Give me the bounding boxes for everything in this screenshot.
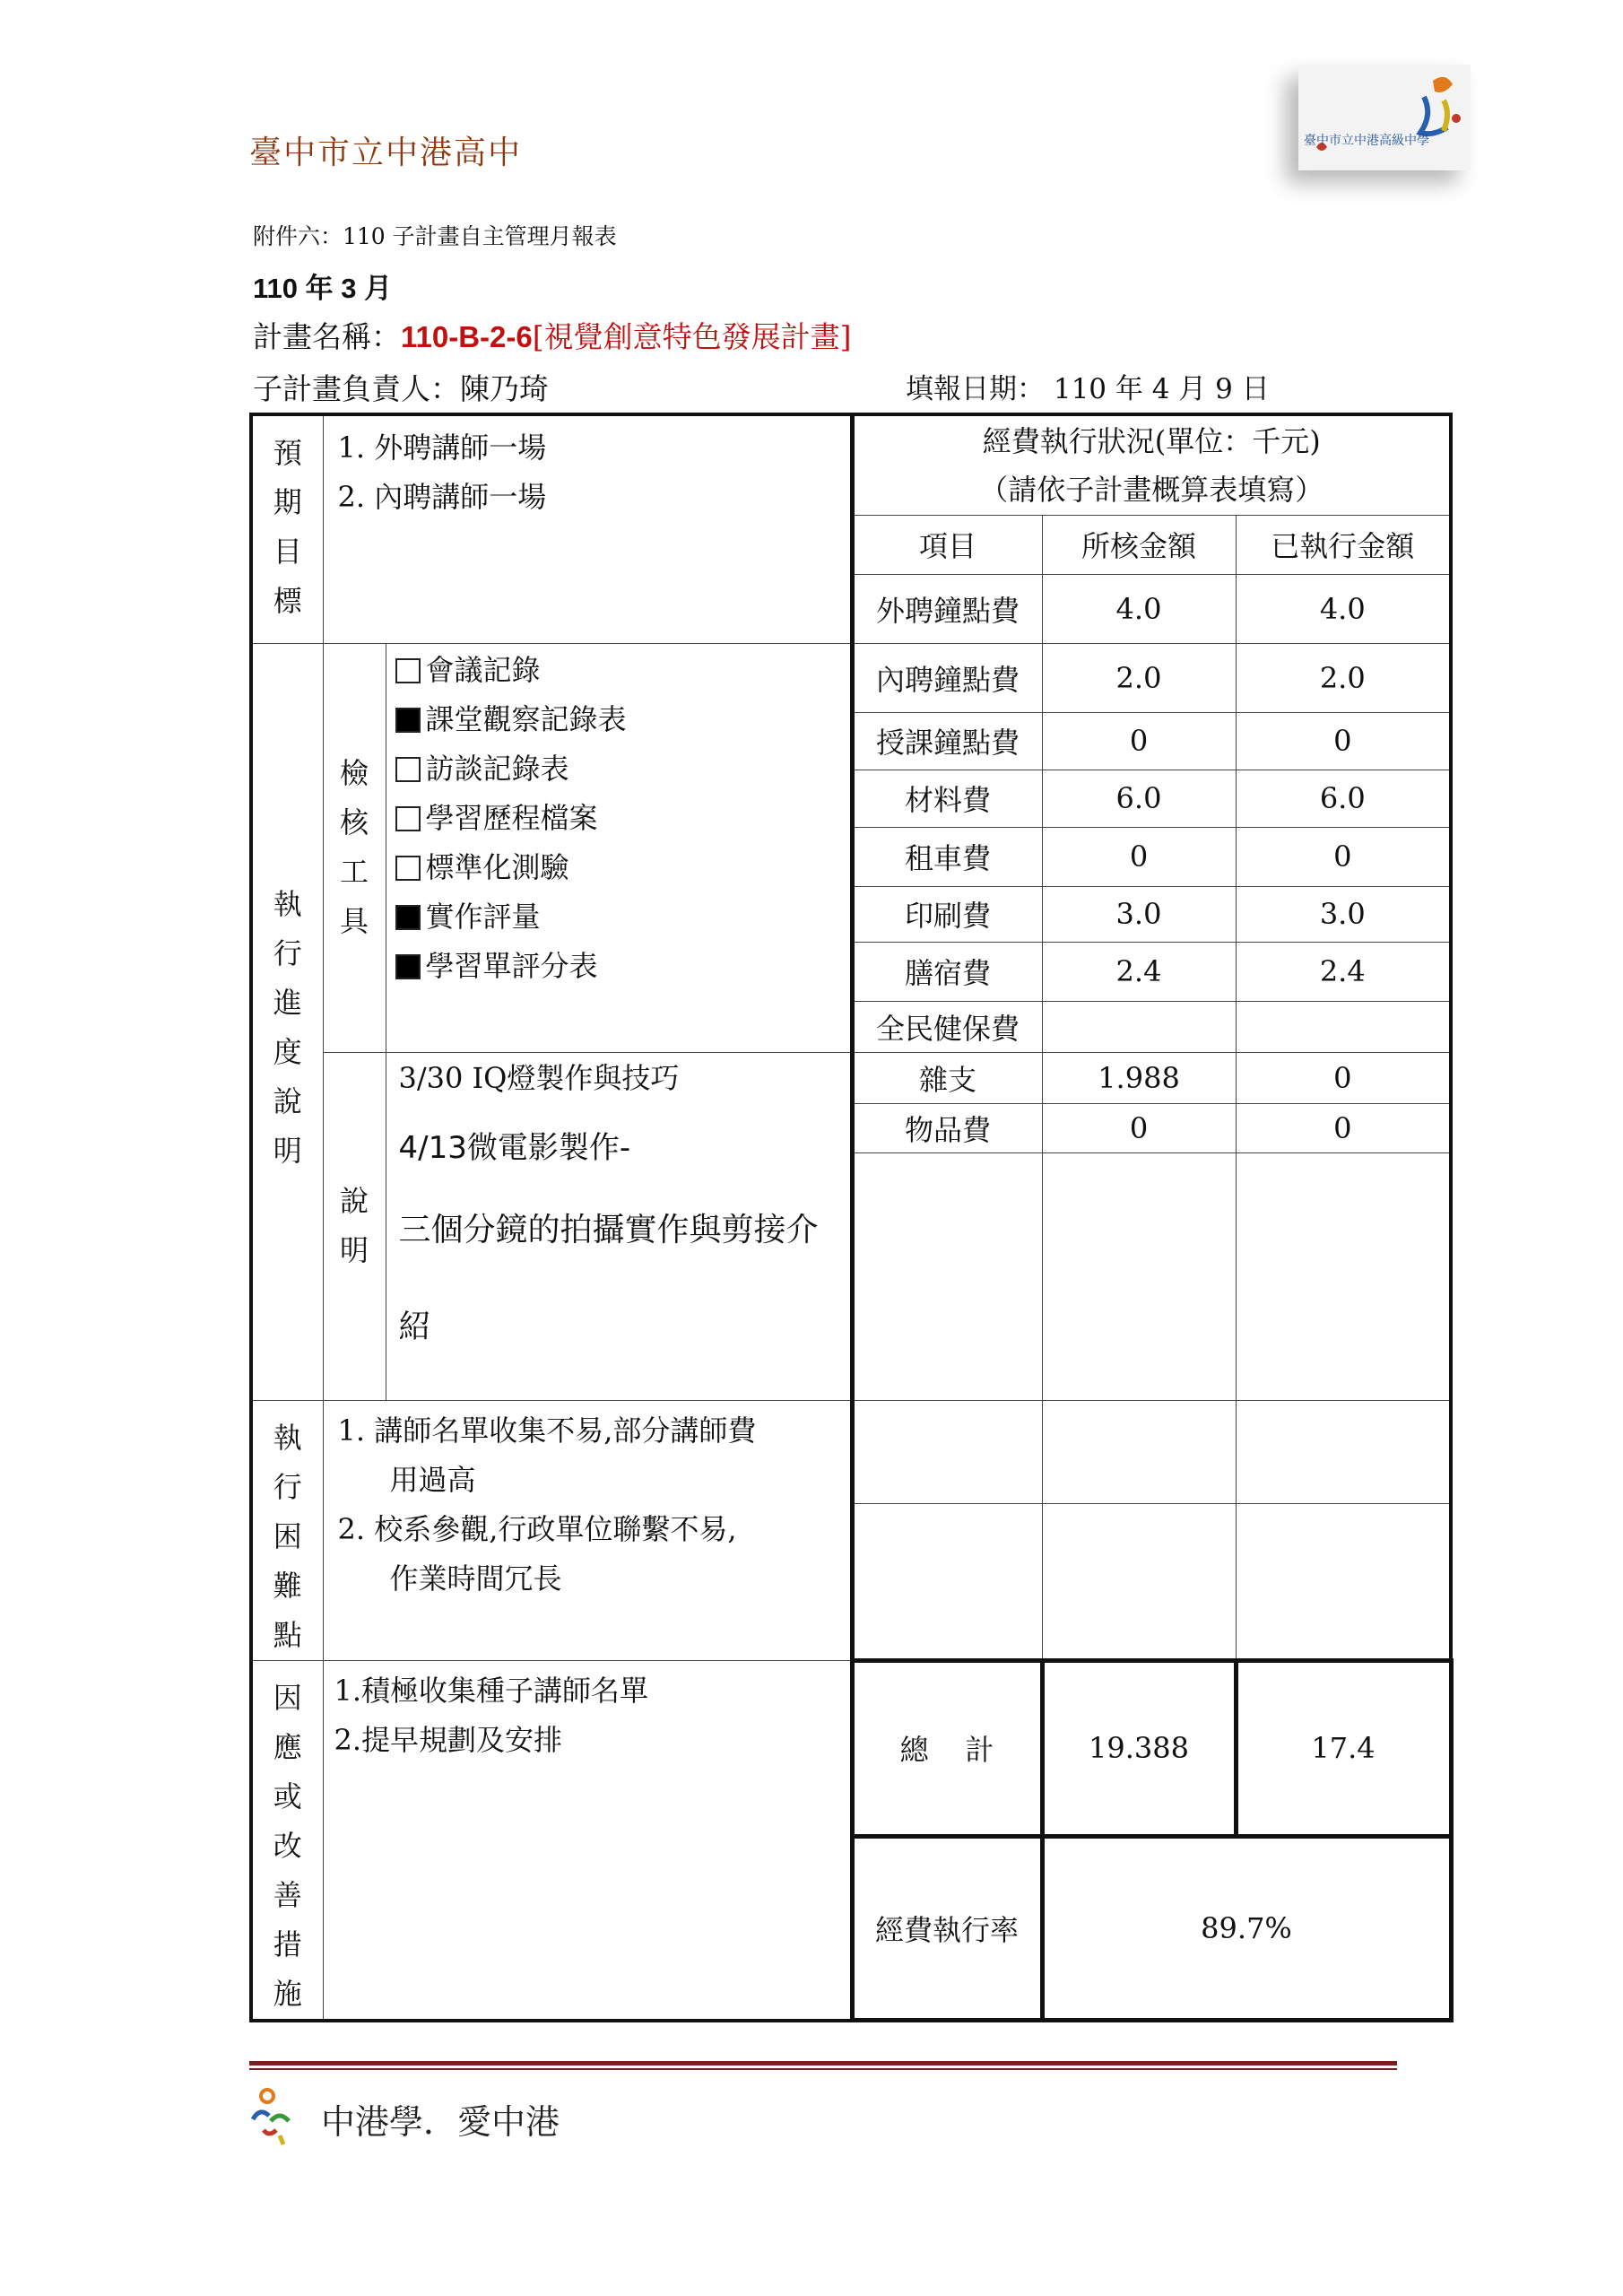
tool-item	[386, 695, 850, 744]
improve-heading-cell	[251, 1660, 323, 2021]
unchecked-box-icon[interactable]	[395, 757, 421, 782]
budget-executed: 4.0	[1236, 574, 1451, 643]
empty-cell	[1042, 1152, 1236, 1400]
desc-line: 3/30 IQ燈製作與技巧	[398, 1060, 680, 1095]
goals-list	[323, 414, 852, 643]
difficulty-heading-cell	[251, 1400, 323, 1660]
budget-approved	[1042, 1001, 1236, 1052]
logo-mark-icon	[1298, 65, 1471, 170]
project-owner: 子計畫負責人：陳乃琦	[253, 371, 549, 406]
budget-executed: 2.0	[1236, 643, 1451, 712]
budget-title-cell	[852, 414, 1451, 515]
tool-label: 標準化測驗	[425, 849, 569, 884]
goals-heading-cell	[251, 414, 323, 643]
rate-value: 89.7%	[1042, 1837, 1451, 2021]
desc-label: 說明	[340, 1184, 369, 1267]
budget-approved: 0	[1042, 1103, 1236, 1152]
budget-executed: 0	[1236, 1052, 1451, 1103]
budget-approved: 0	[1042, 712, 1236, 770]
desc-line: 4/13微電影製作-	[398, 1129, 631, 1166]
progress-description	[386, 1052, 852, 1400]
total-label: 總 計	[852, 1660, 1042, 1837]
difficulty-line: 2. 校系參觀,行政單位聯繫不易,	[337, 1511, 737, 1546]
budget-subtitle: （請依子計畫概算表填寫）	[979, 472, 1324, 507]
goal-item: 1. 外聘講師一場	[337, 430, 547, 465]
progress-heading-cell	[251, 643, 323, 1400]
report-table	[249, 413, 1454, 2022]
footer-divider	[249, 2068, 1397, 2070]
school-logo	[1298, 65, 1471, 170]
project-label: 計畫名稱：	[253, 319, 401, 354]
tool-label: 學習單評分表	[425, 948, 598, 983]
budget-executed: 2.4	[1236, 942, 1451, 1001]
budget-executed: 3.0	[1236, 886, 1451, 942]
budget-executed: 6.0	[1236, 770, 1451, 827]
total-approved: 19.388	[1042, 1660, 1236, 1837]
desc-label-cell	[323, 1052, 386, 1400]
budget-item: 全民健保費	[852, 1001, 1042, 1052]
tool-item	[386, 942, 850, 991]
budget-executed: 0	[1236, 1103, 1451, 1152]
budget-item: 膳宿費	[852, 942, 1042, 1001]
improve-item: 1.積極收集種子講師名單	[334, 1673, 649, 1708]
difficulty-heading: 執行困難點	[273, 1420, 302, 1652]
progress-heading: 執行進度說明	[273, 887, 302, 1168]
budget-item: 物品費	[852, 1103, 1042, 1152]
col-header-item: 項目	[852, 515, 1042, 574]
empty-cell	[1042, 1503, 1236, 1660]
difficulty-line: 作業時間冗長	[389, 1561, 562, 1596]
budget-item: 外聘鐘點費	[852, 574, 1042, 643]
budget-approved: 2.4	[1042, 942, 1236, 1001]
empty-cell	[1042, 1400, 1236, 1503]
rate-label: 經費執行率	[852, 1837, 1042, 2021]
col-header-executed: 已執行金額	[1236, 515, 1451, 574]
empty-cell	[852, 1400, 1042, 1503]
budget-title: 經費執行狀況(單位：千元)	[982, 423, 1321, 458]
improve-list	[323, 1660, 852, 2021]
unchecked-box-icon[interactable]	[395, 856, 421, 881]
project-title	[253, 314, 852, 356]
tool-item	[386, 794, 850, 843]
empty-cell	[852, 1503, 1042, 1660]
budget-approved: 6.0	[1042, 770, 1236, 827]
budget-executed: 0	[1236, 827, 1451, 886]
budget-item: 印刷費	[852, 886, 1042, 942]
budget-approved: 3.0	[1042, 886, 1236, 942]
tool-item	[386, 892, 850, 942]
improve-heading: 因應或改善措施	[273, 1680, 302, 2011]
checked-box-icon[interactable]	[395, 954, 421, 979]
tool-label: 會議記錄	[425, 652, 541, 687]
tool-label: 課堂觀察記錄表	[425, 701, 627, 736]
budget-approved: 4.0	[1042, 574, 1236, 643]
checked-box-icon[interactable]	[395, 905, 421, 930]
empty-cell	[852, 1152, 1042, 1400]
budget-item: 材料費	[852, 770, 1042, 827]
empty-cell	[1236, 1152, 1451, 1400]
budget-executed	[1236, 1001, 1451, 1052]
project-name: [視覺創意特色發展計畫]	[532, 319, 852, 354]
unchecked-box-icon[interactable]	[395, 658, 421, 683]
tools-label-cell	[323, 643, 386, 1052]
budget-item: 內聘鐘點費	[852, 643, 1042, 712]
budget-item: 租車費	[852, 827, 1042, 886]
difficulty-line: 1. 講師名單收集不易,部分講師費	[337, 1413, 757, 1448]
goal-item: 2. 內聘講師一場	[337, 480, 547, 514]
footer-divider	[249, 2061, 1397, 2066]
goals-heading: 預期目標	[273, 436, 302, 618]
difficulty-list	[323, 1400, 852, 1660]
footer-slogan: 中港學．愛中港	[321, 2102, 560, 2142]
budget-approved: 0	[1042, 827, 1236, 886]
tool-item	[386, 744, 850, 794]
budget-executed: 0	[1236, 712, 1451, 770]
tool-label: 訪談記錄表	[425, 751, 569, 786]
tools-label: 檢核工具	[340, 756, 369, 938]
desc-line: 紹	[398, 1308, 431, 1345]
empty-cell	[1236, 1503, 1451, 1660]
col-header-approved: 所核金額	[1042, 515, 1236, 574]
budget-item: 授課鐘點費	[852, 712, 1042, 770]
project-name-wrap	[401, 319, 852, 354]
tool-label: 學習歷程檔案	[425, 800, 598, 835]
checked-box-icon[interactable]	[395, 708, 421, 733]
tool-item	[386, 843, 850, 892]
desc-line: 三個分鏡的拍攝實作與剪接介	[398, 1211, 819, 1248]
attachment-title: 附件六：110 子計畫自主管理月報表	[253, 223, 617, 249]
school-name: 臺中市立中港高中	[249, 135, 523, 171]
total-executed: 17.4	[1236, 1660, 1451, 1837]
tool-item	[386, 646, 850, 695]
footer-logo-icon	[244, 2085, 303, 2148]
fill-date: 填報日期： 110 年 4 月 9 日	[906, 373, 1270, 405]
tools-list	[386, 643, 852, 1052]
budget-item: 雜支	[852, 1052, 1042, 1103]
logo-caption: 臺中市立中港高級中學	[1304, 134, 1429, 148]
improve-item: 2.提早規劃及安排	[334, 1722, 563, 1757]
empty-cell	[1236, 1400, 1451, 1503]
difficulty-line: 用過高	[389, 1462, 476, 1497]
tool-label: 實作評量	[425, 899, 541, 934]
budget-approved: 2.0	[1042, 643, 1236, 712]
budget-approved: 1.988	[1042, 1052, 1236, 1103]
unchecked-box-icon[interactable]	[395, 806, 421, 831]
report-month: 110 年 3 月	[253, 273, 393, 304]
project-code: 110-B-2-6	[401, 320, 533, 353]
